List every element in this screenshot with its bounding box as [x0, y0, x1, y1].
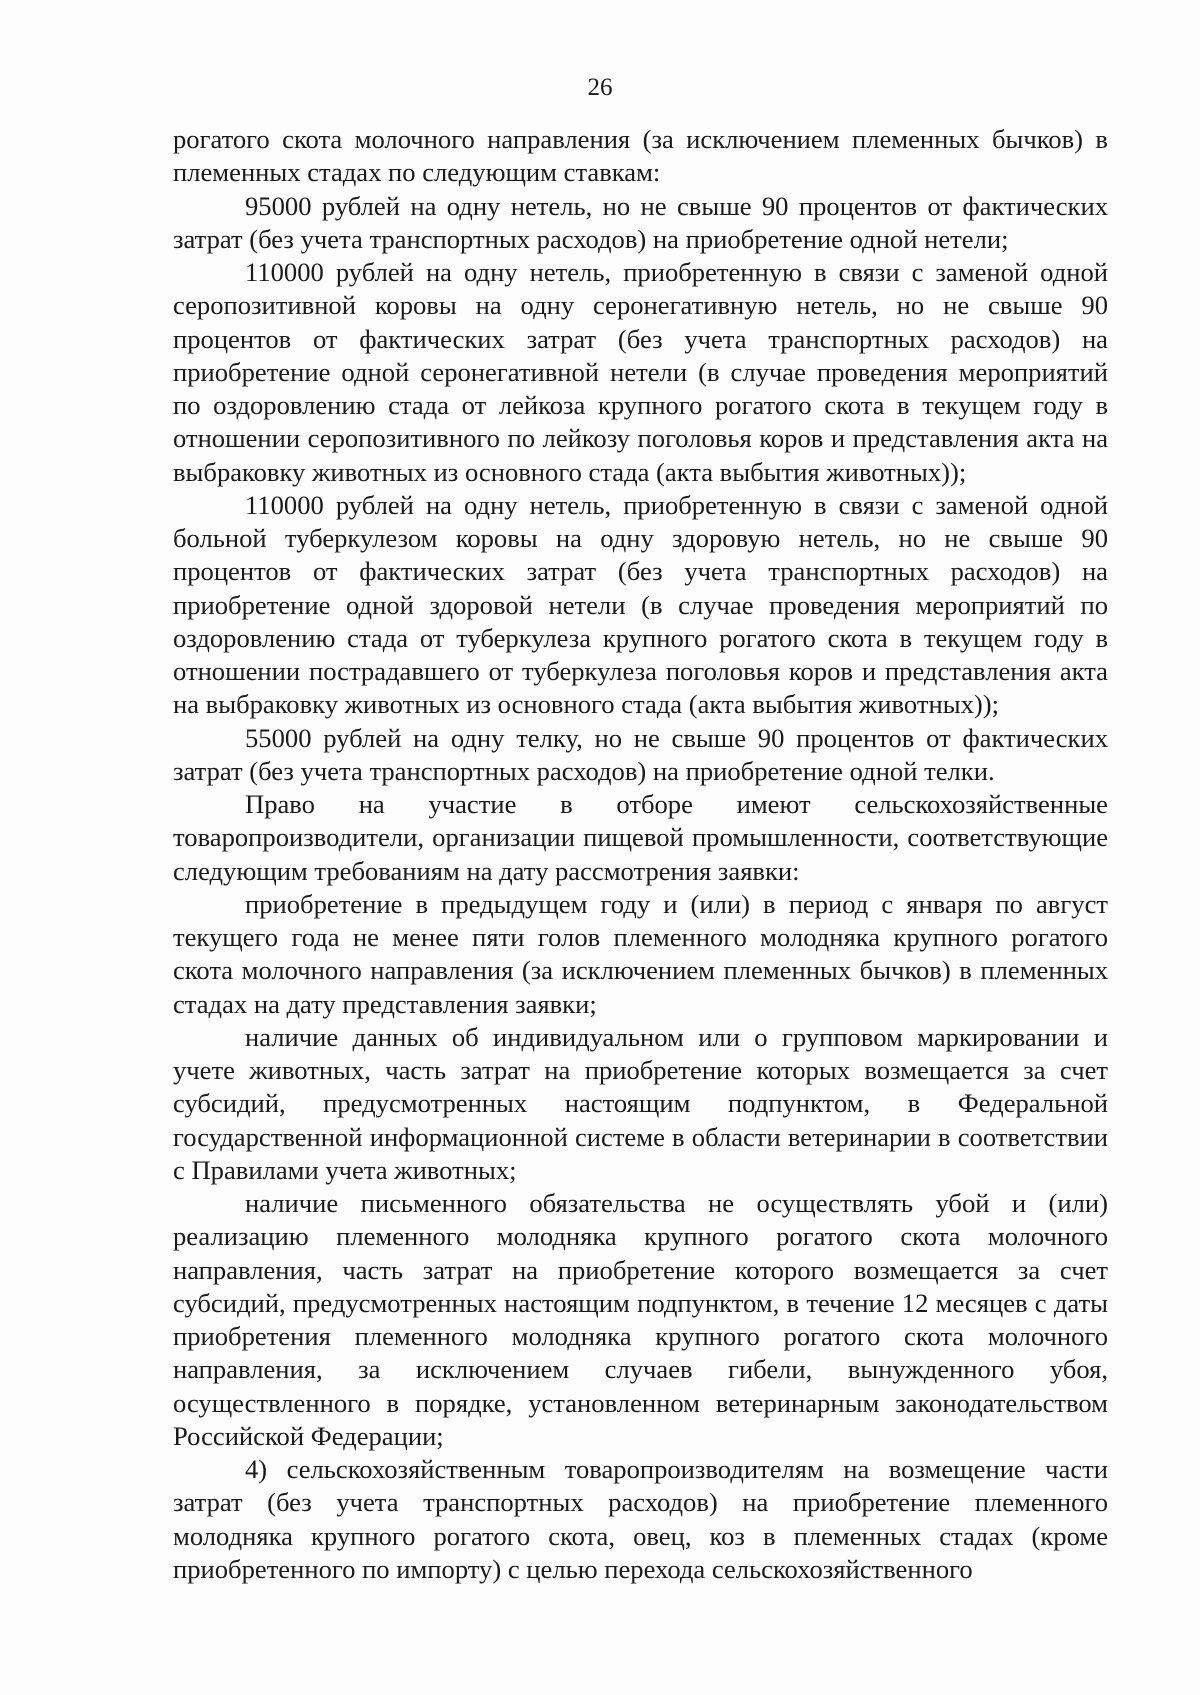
paragraph-requirement-purchase: приобретение в предыдущем году и (или) в период с января по август текущего года не менее пяти голов племенного молодняка крупного рогатого скота молочного направления (за исключением племенных бычков) в племенных стадах на дату представления заявки; — [173, 888, 1108, 1019]
paragraph-item-4: 4) сельскохозяйственным товаропроизводителям на возмещение части затрат (без учета транспортных расходов) на приобретение племенного молодняка крупного рогатого скота, овец, коз в племенных стадах (кроме приобретенного по импорту) с целью перехода сельскохозяйственного — [173, 1454, 1108, 1584]
page-number: 26 — [587, 74, 613, 101]
paragraph-requirement-obligation: наличие письменного обязательства не осуществлять убой и (или) реализацию племенного молодняка крупного рогатого скота молочного направления, часть затрат на приобретение которого возмещается за счет субсидий, предусмотренных настоящим подпунктом, в течение 12 месяцев с даты приобретения племенного молодняка крупного рогатого скота молочного направления, за исключением случаев гибели, вынужденного убоя, осуществленного в порядке, установленном ветеринарным законодательством Российской Федерации; — [173, 1188, 1108, 1451]
paragraph-eligibility: Право на участие в отборе имеют сельскохозяйственные товаропроизводители, организации пищевой промышленности, соответствующие следующим требованиям на дату рассмотрения заявки: — [173, 789, 1108, 886]
paragraph-requirement-marking: наличие данных об индивидуальном или о групповом маркировании и учете животных, часть затрат на приобретение которых возмещается за счет субсидий, предусмотренных настоящим подпунктом, в Федеральной государственной информационной системе в области ветеринарии в соответствии с Правилами учета животных; — [173, 1021, 1108, 1185]
paragraph-rate-110000-tuberculosis: 110000 рублей на одну нетель, приобретенную в связи с заменой одной больной туберкулезом коровы на одну здоровую нетель, но не свыше 90 процентов от фактических затрат (без учета транспортных расходов) на приобретение одной здоровой нетели (в случае проведения мероприятий по оздоровлению стада от туберкулеза крупного рогатого скота в текущем году в отношении пострадавшего от туберкулеза поголовья коров и представления акта на выбраковку животных из основного стада (акта выбытия животных)); — [173, 489, 1108, 720]
paragraph-continuation: рогатого скота молочного направления (за исключением племенных бычков) в племенных стадах по следующим ставкам: — [173, 124, 1108, 188]
paragraph-rate-55000: 55000 рублей на одну телку, но не свыше 90 процентов от фактических затрат (без учета транспортных расходов) на приобретение одной телки. — [173, 722, 1108, 786]
paragraph-rate-95000: 95000 рублей на одну нетель, но не свыше 90 процентов от фактических затрат (без учета транспортных расходов) на приобретение одной нетели; — [173, 190, 1108, 254]
paragraph-rate-110000-leukosis: 110000 рублей на одну нетель, приобретенную в связи с заменой одной серопозитивной коровы на одну серонегативную нетель, но не свыше 90 процентов от фактических затрат (без учета транспортных расходов) на приобретение одной серонегативной нетели (в случае проведения мероприятий по оздоровлению стада от лейкоза крупного рогатого скота в текущем году в отношении серопозитивного по лейкозу поголовья коров и представления акта на выбраковку животных из основного стада (акта выбытия животных)); — [173, 257, 1108, 487]
document-body — [173, 123, 1108, 1586]
